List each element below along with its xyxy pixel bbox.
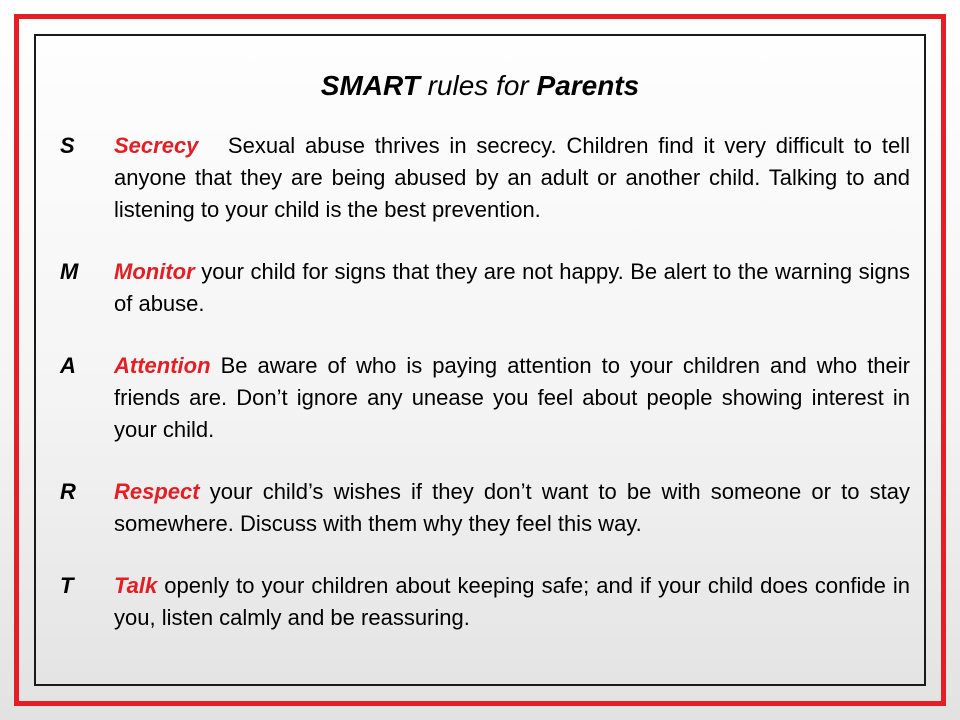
title-middle: rules for bbox=[419, 70, 537, 101]
rule-description: openly to your children about keeping safe; and if your child does confide in you, listen calmly and be reassuring. bbox=[114, 573, 910, 630]
rule-s bbox=[60, 130, 917, 226]
rule-r bbox=[60, 476, 910, 540]
rule-keyword: Respect bbox=[114, 479, 200, 504]
rule-keyword: Talk bbox=[114, 573, 158, 598]
rule-description: your child’s wishes if they don’t want to be with someone or to stay somewhere. Discuss with them why they feel this way. bbox=[114, 479, 910, 536]
rule-letter: R bbox=[60, 479, 76, 504]
rule-letter: A bbox=[60, 353, 76, 378]
title-smart: SMART bbox=[320, 70, 420, 101]
rule-keyword: Monitor bbox=[114, 259, 195, 284]
rule-letter: T bbox=[60, 573, 74, 598]
rule-m bbox=[60, 256, 910, 320]
rule-description: your child for signs that they are not happy. Be alert to the warning signs of abuse. bbox=[114, 259, 910, 316]
rules-list bbox=[60, 130, 917, 664]
rule-text bbox=[114, 256, 910, 320]
title-parents: Parents bbox=[536, 70, 640, 101]
rule-text bbox=[114, 570, 910, 634]
rule-text bbox=[114, 476, 910, 540]
rule-letter: M bbox=[60, 259, 79, 284]
rule-keyword: Attention bbox=[114, 353, 211, 378]
rule-text bbox=[114, 130, 917, 226]
rule-a bbox=[60, 350, 910, 446]
rule-t bbox=[60, 570, 910, 634]
rule-description: Be aware of who is paying attention to your children and who their friends are. Don’t ignore any unease you feel about people showing interest in your child. bbox=[114, 353, 910, 442]
page-title bbox=[0, 70, 960, 102]
rule-letter: S bbox=[60, 133, 75, 158]
rule-text bbox=[114, 350, 910, 446]
rule-description: Sexual abuse thrives in secrecy. Children find it very difficult to tell anyone that they are being abused by an adult or another child. Talking to and listening to your child is the best prevention. bbox=[114, 133, 917, 222]
rule-keyword: Secrecy bbox=[114, 133, 199, 158]
